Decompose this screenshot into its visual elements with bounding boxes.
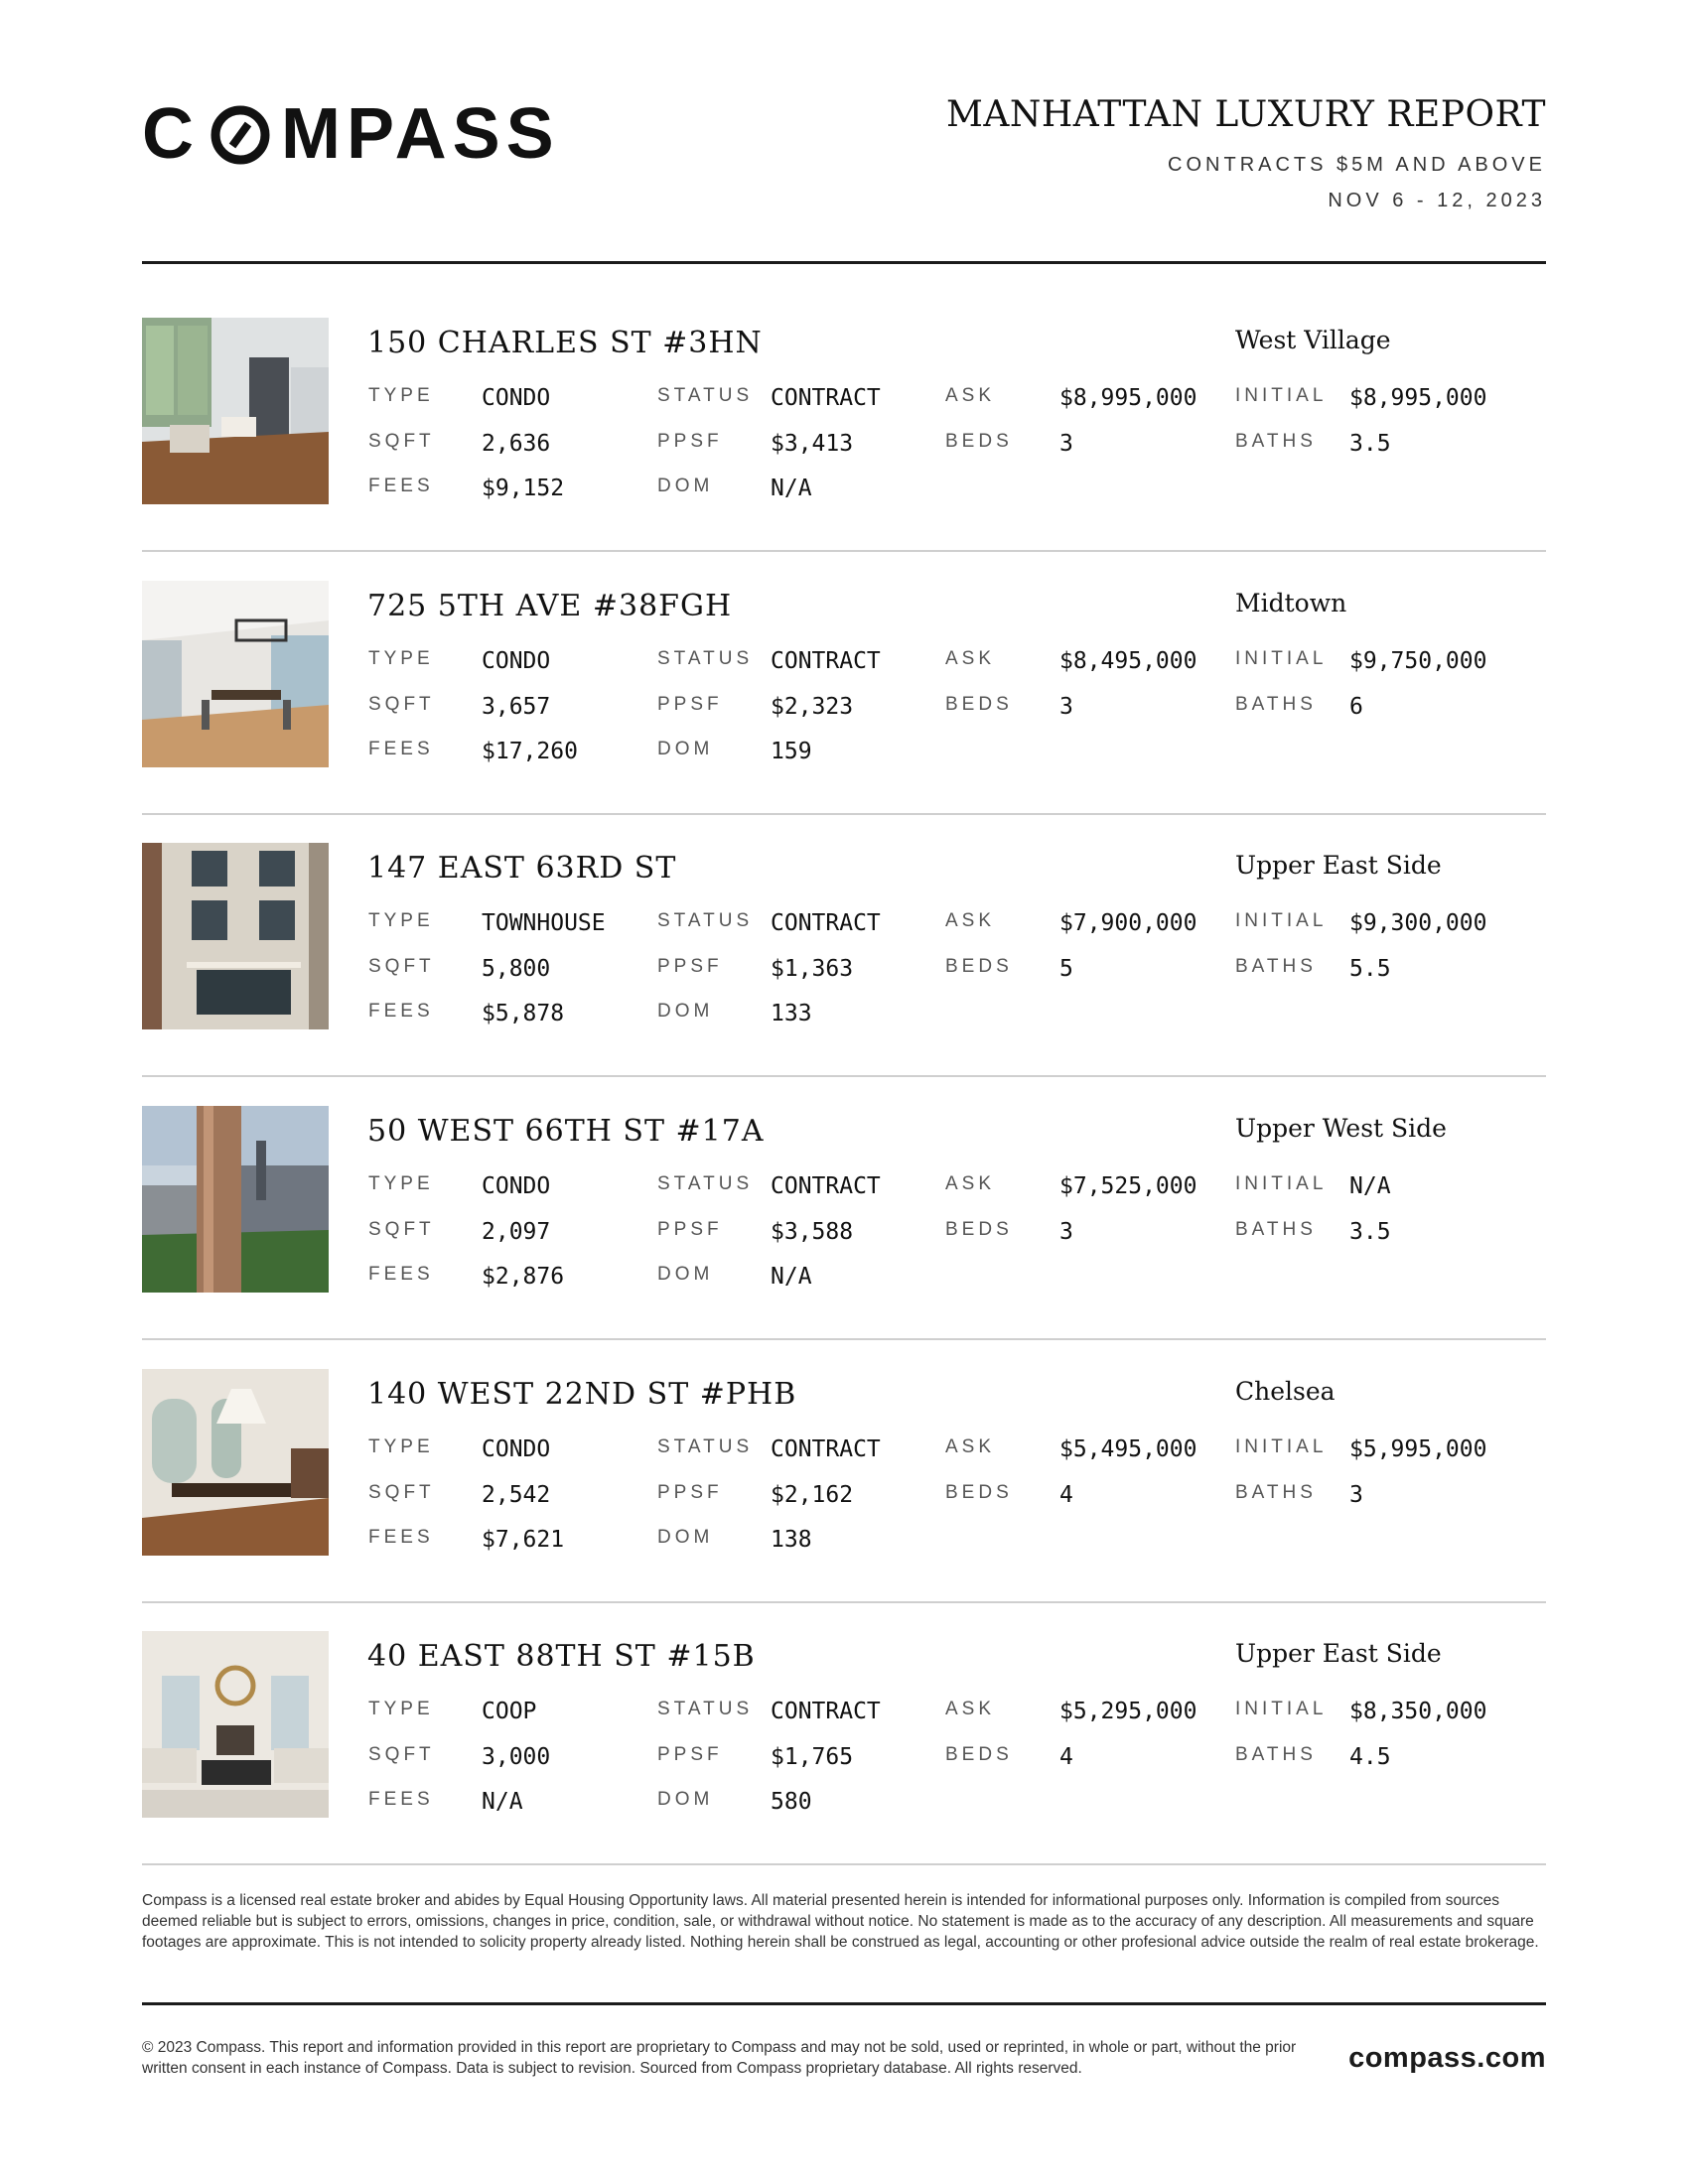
fees-label: FEES	[368, 1527, 434, 1548]
compass-logo	[142, 100, 569, 170]
baths-value: 3.5	[1349, 1219, 1391, 1245]
sqft-label: SQFT	[368, 1744, 435, 1765]
ask-value: $8,495,000	[1059, 648, 1197, 674]
status-value: CONTRACT	[771, 648, 881, 674]
status-value: CONTRACT	[771, 1173, 881, 1199]
ppsf-value: $3,413	[771, 431, 854, 457]
fees-value: $7,621	[482, 1527, 565, 1553]
dom-value: 133	[771, 1001, 812, 1026]
sqft-label: SQFT	[368, 694, 435, 715]
fees-value: $17,260	[482, 739, 578, 764]
listing-row	[142, 1339, 1546, 1603]
initial-label: INITIAL	[1235, 385, 1328, 406]
baths-value: 5.5	[1349, 956, 1391, 982]
compass-logo-mark	[142, 100, 569, 170]
status-label: STATUS	[657, 1699, 754, 1719]
initial-label: INITIAL	[1235, 648, 1328, 669]
ask-label: ASK	[945, 1436, 996, 1457]
listing-photo[interactable]	[142, 843, 329, 1029]
fees-label: FEES	[368, 739, 434, 759]
dom-value: N/A	[771, 1264, 812, 1290]
listing-address: 725 5TH AVE #38FGH	[367, 589, 733, 623]
ask-value: $8,995,000	[1059, 385, 1197, 411]
legal-disclaimer: Compass is a licensed real estate broker and abides by Equal Housing Opportunity laws. All material presented herein is intended for informational purposes only. Information is compiled from sources deemed reliable but is subject to errors, omissions, changes in price, condition, sale, or withdrawal without notice. No statement is made as to the accuracy of any description. All measurements and square footages are approximate. This is not intended to solicity property already listed. Nothing herein shall be construed as legal, accounting or other profesional advice outside the realm of real estate brokerage.	[142, 1892, 1539, 1951]
fees-label: FEES	[368, 1001, 434, 1022]
type-value: TOWNHOUSE	[482, 910, 606, 936]
type-label: TYPE	[368, 648, 434, 669]
status-label: STATUS	[657, 1436, 754, 1457]
beds-label: BEDS	[945, 1744, 1013, 1765]
baths-value: 3	[1349, 1482, 1363, 1508]
listing-address: 40 EAST 88TH ST #15B	[367, 1639, 756, 1674]
ppsf-value: $1,363	[771, 956, 854, 982]
report-date-range: NOV 6 - 12, 2023	[1328, 190, 1546, 211]
status-label: STATUS	[657, 385, 754, 406]
type-value: CONDO	[482, 1173, 551, 1199]
listing-photo[interactable]	[142, 318, 329, 504]
fees-label: FEES	[368, 476, 434, 496]
listing-row	[142, 288, 1546, 552]
ask-value: $5,295,000	[1059, 1699, 1197, 1724]
baths-label: BATHS	[1235, 1744, 1317, 1765]
baths-label: BATHS	[1235, 431, 1317, 452]
dom-value: N/A	[771, 476, 812, 501]
beds-value: 5	[1059, 956, 1073, 982]
sqft-value: 3,000	[482, 1744, 551, 1770]
beds-value: 3	[1059, 431, 1073, 457]
ppsf-value: $2,162	[771, 1482, 854, 1508]
type-value: COOP	[482, 1699, 537, 1724]
listing-neighborhood: Upper West Side	[1235, 1114, 1447, 1143]
beds-label: BEDS	[945, 1482, 1013, 1503]
baths-label: BATHS	[1235, 694, 1317, 715]
ppsf-value: $1,765	[771, 1744, 854, 1770]
listing-row	[142, 1076, 1546, 1340]
initial-value: $9,750,000	[1349, 648, 1487, 674]
listing-neighborhood: Midtown	[1235, 589, 1347, 617]
fees-value: $9,152	[482, 476, 565, 501]
initial-label: INITIAL	[1235, 1173, 1328, 1194]
listing-neighborhood: Upper East Side	[1235, 851, 1442, 880]
beds-value: 3	[1059, 1219, 1073, 1245]
listing-photo[interactable]	[142, 1106, 329, 1293]
type-label: TYPE	[368, 1436, 434, 1457]
listing-address: 150 CHARLES ST #3HN	[367, 326, 763, 360]
baths-value: 3.5	[1349, 431, 1391, 457]
status-value: CONTRACT	[771, 385, 881, 411]
ask-label: ASK	[945, 648, 996, 669]
listing-photo[interactable]	[142, 1631, 329, 1818]
ppsf-value: $2,323	[771, 694, 854, 720]
ask-label: ASK	[945, 1699, 996, 1719]
fees-value: N/A	[482, 1789, 523, 1815]
type-value: CONDO	[482, 385, 551, 411]
sqft-value: 2,097	[482, 1219, 551, 1245]
listing-row	[142, 551, 1546, 815]
dom-label: DOM	[657, 476, 714, 496]
fees-value: $5,878	[482, 1001, 565, 1026]
sqft-label: SQFT	[368, 956, 435, 977]
copyright-notice: © 2023 Compass. This report and information provided in this report are proprietary to Compass and may not be sold, used or reprinted, in whole or part, without the prior written consent in each instance of Compass. Data is subject to revision. Sourced from Compass proprietary database. All rights reserved.	[142, 2039, 1297, 2077]
beds-value: 4	[1059, 1482, 1073, 1508]
listing-row	[142, 813, 1546, 1077]
type-value: CONDO	[482, 1436, 551, 1462]
listing-neighborhood: Upper East Side	[1235, 1639, 1442, 1668]
report-title: MANHATTAN LUXURY REPORT	[945, 94, 1546, 135]
type-label: TYPE	[368, 910, 434, 931]
type-label: TYPE	[368, 1699, 434, 1719]
sqft-value: 3,657	[482, 694, 551, 720]
ask-label: ASK	[945, 910, 996, 931]
ppsf-label: PPSF	[657, 956, 723, 977]
report-header	[142, 94, 1546, 263]
status-label: STATUS	[657, 648, 754, 669]
beds-label: BEDS	[945, 694, 1013, 715]
listing-address: 147 EAST 63RD ST	[367, 851, 677, 886]
dom-label: DOM	[657, 1789, 714, 1810]
status-label: STATUS	[657, 910, 754, 931]
ppsf-label: PPSF	[657, 694, 723, 715]
sqft-label: SQFT	[368, 1219, 435, 1240]
baths-label: BATHS	[1235, 1482, 1317, 1503]
initial-value: N/A	[1349, 1173, 1391, 1199]
baths-label: BATHS	[1235, 1219, 1317, 1240]
ppsf-label: PPSF	[657, 1482, 723, 1503]
dom-label: DOM	[657, 1264, 714, 1285]
sqft-label: SQFT	[368, 431, 435, 452]
initial-label: INITIAL	[1235, 1699, 1328, 1719]
ask-label: ASK	[945, 1173, 996, 1194]
type-value: CONDO	[482, 648, 551, 674]
dom-label: DOM	[657, 1001, 714, 1022]
listing-neighborhood: Chelsea	[1235, 1377, 1336, 1406]
ppsf-value: $3,588	[771, 1219, 854, 1245]
fees-label: FEES	[368, 1789, 434, 1810]
status-value: CONTRACT	[771, 1436, 881, 1462]
beds-label: BEDS	[945, 431, 1013, 452]
beds-label: BEDS	[945, 1219, 1013, 1240]
fees-value: $2,876	[482, 1264, 565, 1290]
initial-label: INITIAL	[1235, 1436, 1328, 1457]
beds-value: 3	[1059, 694, 1073, 720]
ask-label: ASK	[945, 385, 996, 406]
sqft-value: 5,800	[482, 956, 551, 982]
type-label: TYPE	[368, 1173, 434, 1194]
ppsf-label: PPSF	[657, 1219, 723, 1240]
dom-value: 580	[771, 1789, 812, 1815]
dom-value: 159	[771, 739, 812, 764]
beds-value: 4	[1059, 1744, 1073, 1770]
svg-text:C: C	[142, 100, 200, 170]
status-label: STATUS	[657, 1173, 754, 1194]
type-label: TYPE	[368, 385, 434, 406]
dom-label: DOM	[657, 1527, 714, 1548]
ask-value: $5,495,000	[1059, 1436, 1197, 1462]
sqft-value: 2,636	[482, 431, 551, 457]
ppsf-label: PPSF	[657, 1744, 723, 1765]
listing-address: 50 WEST 66TH ST #17A	[367, 1114, 765, 1149]
initial-value: $9,300,000	[1349, 910, 1487, 936]
baths-value: 4.5	[1349, 1744, 1391, 1770]
ask-value: $7,525,000	[1059, 1173, 1197, 1199]
baths-label: BATHS	[1235, 956, 1317, 977]
listing-photo[interactable]	[142, 1369, 329, 1556]
initial-label: INITIAL	[1235, 910, 1328, 931]
header-divider	[142, 261, 1546, 264]
sqft-value: 2,542	[482, 1482, 551, 1508]
beds-label: BEDS	[945, 956, 1013, 977]
initial-value: $5,995,000	[1349, 1436, 1487, 1462]
initial-value: $8,350,000	[1349, 1699, 1487, 1724]
svg-text:MPASS: MPASS	[281, 100, 560, 170]
status-value: CONTRACT	[771, 910, 881, 936]
baths-value: 6	[1349, 694, 1363, 720]
sqft-label: SQFT	[368, 1482, 435, 1503]
footer-divider	[142, 2002, 1546, 2005]
listing-address: 140 WEST 22ND ST #PHB	[367, 1377, 797, 1412]
listing-row	[142, 1601, 1546, 1865]
dom-label: DOM	[657, 739, 714, 759]
dom-value: 138	[771, 1527, 812, 1553]
ask-value: $7,900,000	[1059, 910, 1197, 936]
initial-value: $8,995,000	[1349, 385, 1487, 411]
ppsf-label: PPSF	[657, 431, 723, 452]
listing-photo[interactable]	[142, 581, 329, 767]
report-subtitle: CONTRACTS $5M AND ABOVE	[1168, 154, 1546, 176]
fees-label: FEES	[368, 1264, 434, 1285]
listing-neighborhood: West Village	[1235, 326, 1391, 354]
status-value: CONTRACT	[771, 1699, 881, 1724]
website-link[interactable]: compass.com	[1348, 2042, 1546, 2074]
listing-divider	[142, 1863, 1546, 1865]
